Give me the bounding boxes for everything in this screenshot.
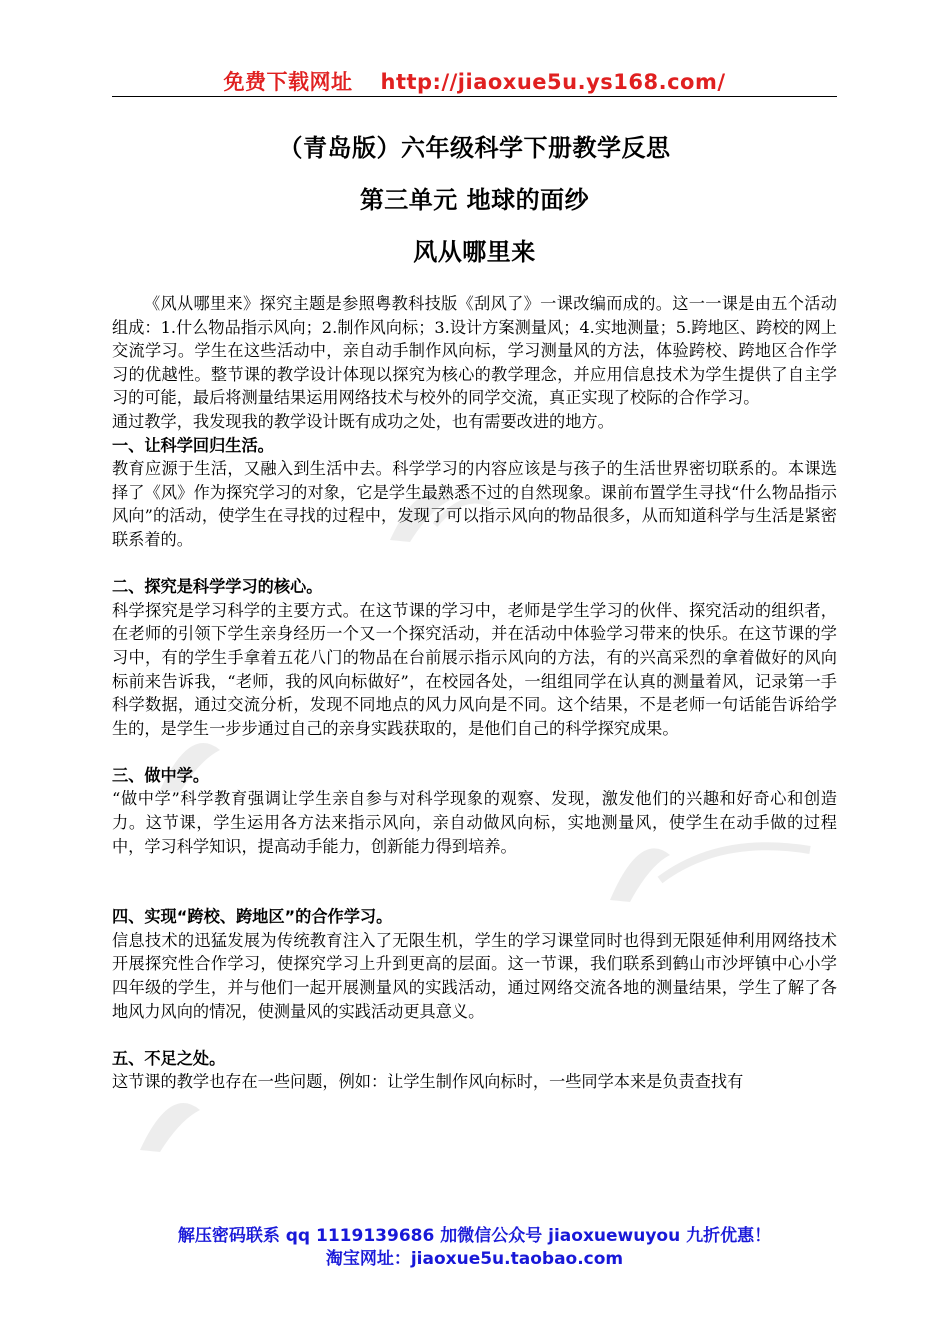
header-divider [112,96,837,97]
document-body [112,292,837,1094]
section-paragraph: 信息技术的迅猛发展为传统教育注入了无限生机，学生的学习课堂同时也得到无限延伸利用网络技术开展探究性合作学习，使探究学习上升到更高的层面。这一节课，我们联系到鹤山市沙坪镇中心小学四年级的学生，并与他们一起开展测量风的实践活动，通过网络交流各地的测量结果，学生了解了各地风力风向的情况，使测量风的实践活动更具意义。 [112,930,837,1021]
section-heading: 五、不足之处。 [112,1048,226,1068]
section-heading: 四、实现“跨校、跨地区”的合作学习。 [112,907,393,927]
section-paragraph: “做中学”科学教育强调让学生亲自参与对科学现象的观察、发现，激发他们的兴趣和好奇心和创造力。这节课，学生运用各方法来指示风向，亲自动做风向标，实地测量风，使学生在动手做的过程中，学习科学知识，提高动手能力，创新能力得到培养。 [112,789,837,856]
section-paragraph: 科学探究是学习科学的主要方式。在这节课的学习中，老师是学生学习的伙伴、探究活动的组织者，在老师的引领下学生亲身经历一个又一个探究活动，并在活动中体验学习带来的快乐。在这节课的学习中，有的学生手拿着五花八门的物品在台前展示指示风向的方法，有的兴高采烈的拿着做好的风向标前来告诉我，“老师，我的风向标做好”，在校园各处，一组组同学在认真的测量着风，记录第一手科学数据，通过交流分析，发现不同地点的风力风向是不同。这个结果，不是老师一句话能告诉给学生的，是学生一步步通过自己的亲身实践获取的，是他们自己的科学探究成果。 [112,600,837,738]
intro-paragraph: 《风从哪里来》探究主题是参照粤教科技版《刮风了》一课改编而成的。这一一课是由五个活动组成：1.什么物品指示风向；2.制作风向标；3.设计方案测量风；4.实地测量；5.跨地区、跨校的网上交流学习。学生在这些活动中，亲自动手制作风向标，学习测量风的方法，体验跨校、跨地区合作学习的优越性。整节课的教学设计体现以探究为核心的教学理念，并应用信息技术为学生提供了自主学习的可能，最后将测量结果运用网络技术与校外的同学交流，真正实现了校际的合作学习。 [112,294,837,408]
unit-title: 第三单元 地球的面纱 [359,186,590,214]
download-header [112,66,837,96]
section-heading: 三、做中学。 [112,765,210,785]
header-url-link[interactable]: http://jiaoxue5u.ys168.com/ [380,70,726,94]
section-paragraph: 教育应源于生活，又融入到生活中去。科学学习的内容应该是与孩子的生活世界密切联系的。本课选择了《风》作为探究学习的对象，它是学生最熟悉不过的自然现象。课前布置学生寻找“什么物品指示风向”的活动，使学生在寻找的过程中，发现了可以指示风向的物品很多，从而知道科学与生活是紧密联系着的。 [112,459,837,549]
footer-contact: 解压密码联系 qq 1119139686 加微信公众号 jiaoxuewuyou 九折优惠！ [177,1226,772,1246]
section-heading: 二、探究是科学学习的核心。 [112,577,323,597]
footer-shop-link[interactable]: 淘宝网址：jiaoxue5u.taobao.com [325,1249,624,1269]
intro-summary: 通过教学，我发现我的教学设计既有成功之处，也有需要改进的地方。 [112,411,614,431]
section-paragraph: 这节课的教学也存在一些问题，例如：让学生制作风向标时，一些同学本来是负责查找有 [112,1072,744,1092]
lesson-title: 风从哪里来 [413,238,536,266]
document-title: （青岛版）六年级科学下册教学反思 [278,134,671,162]
section-heading: 一、让科学回归生活。 [112,435,274,455]
header-label: 免费下载网址 [223,70,353,94]
